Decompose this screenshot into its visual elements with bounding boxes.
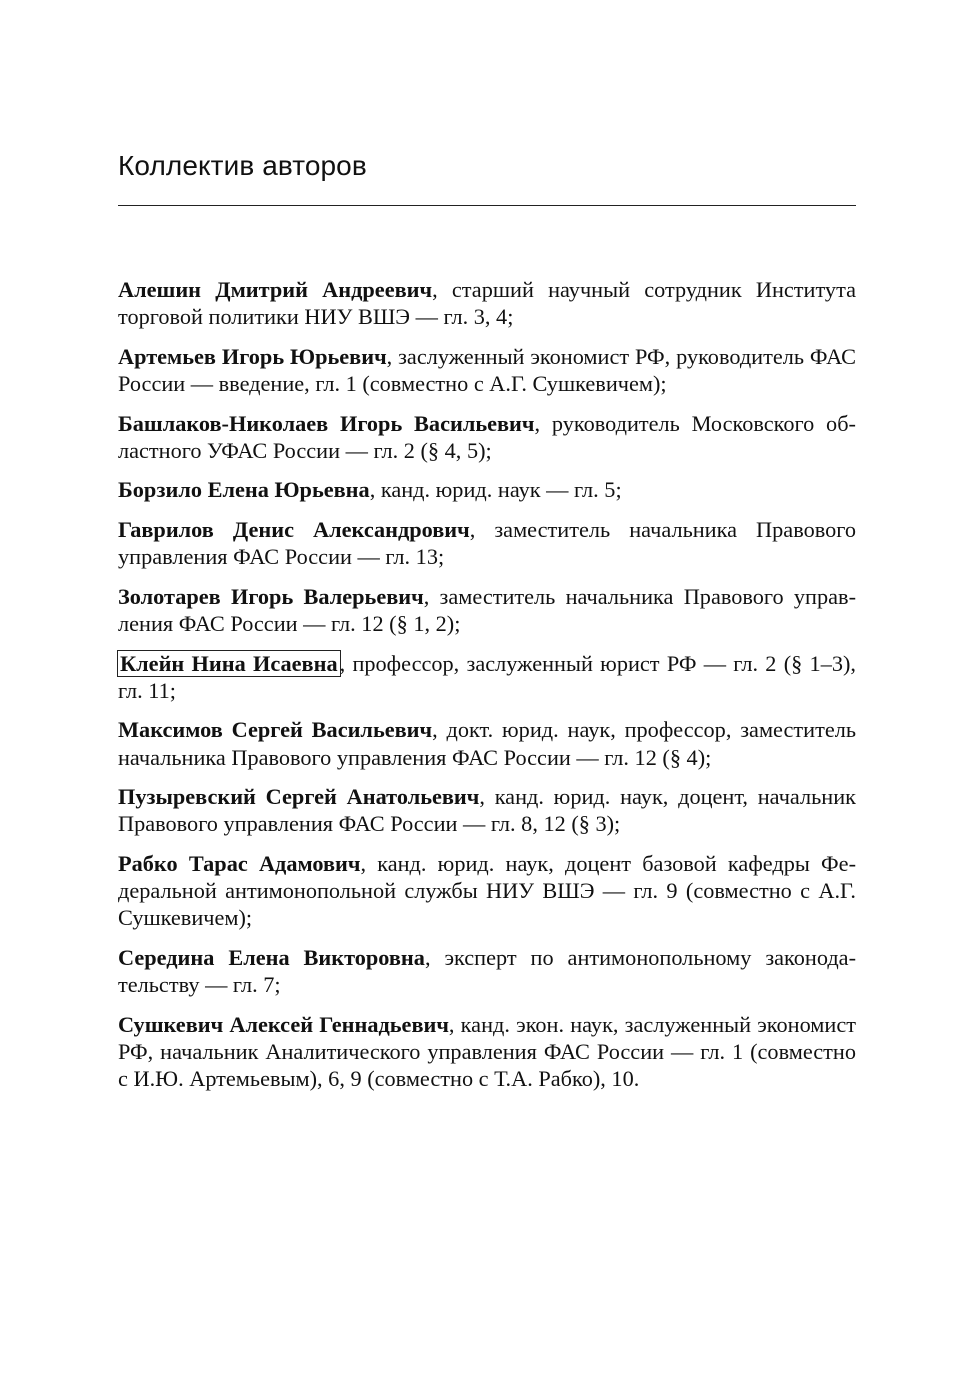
author-entry	[118, 476, 856, 503]
authors-list	[118, 276, 856, 1105]
author-entry	[118, 276, 856, 330]
author-description: , эксперт по антимонопольному законодательству — гл. 7;	[118, 944, 856, 998]
author-entry	[118, 516, 856, 570]
author-name: Пузыревский Сергей Анатольевич	[118, 784, 480, 810]
author-description: , старший научный сотрудник Института торговой политики НИУ ВШЭ — гл. 3, 4;	[118, 277, 856, 330]
author-description: , руководитель Московского областного УФАС России — гл. 2 (§ 4, 5);	[118, 410, 856, 463]
author-name-highlighted[interactable]: Клейн Нина Исаевна	[120, 650, 338, 676]
author-name: Золотарев Игорь Валерьевич	[118, 583, 424, 609]
page-title: Коллектив авторов	[118, 150, 367, 181]
author-description: , канд. юрид. наук — гл. 5;	[369, 477, 622, 503]
author-entry	[118, 1011, 856, 1093]
author-description: , заместитель начальника Правового управления ФАС России — гл. 12 (§ 1, 2);	[118, 583, 856, 636]
author-description: , канд. юрид. наук, доцент базовой кафедры Федеральной антимонопольной службы НИУ ВШЭ — гл. 9 (совместно с А.Г. Сушкевичем);	[118, 850, 857, 931]
author-entry	[118, 410, 856, 464]
author-name: Сушкевич Алексей Геннадьевич	[118, 1011, 449, 1037]
author-name: Алешин Дмитрий Андреевич	[118, 277, 433, 302]
author-name: Башлаков-Николаев Игорь Васильевич	[118, 410, 535, 436]
author-description: , докт. юрид. наук, профессор, заместитель начальника Правового управления ФАС России — гл. 12 (§ 4);	[118, 717, 857, 770]
author-description: , канд. юрид. наук, доцент, начальник Правового управления ФАС России — гл. 8, 12 (§ 3);	[118, 784, 856, 837]
author-entry	[118, 583, 856, 637]
author-name: Максимов Сергей Васильевич	[118, 717, 433, 743]
author-description: , профессор, заслуженный юрист РФ — гл. 2 (§ 1–3), гл. 11;	[118, 650, 857, 703]
author-entry	[118, 850, 856, 932]
author-description: , заслуженный экономист РФ, руководитель ФАС России — введение, гл. 1 (совместно с А.Г. Сушкевичем);	[118, 343, 856, 396]
author-entry	[118, 650, 856, 704]
author-name: Середина Елена Викторовна	[118, 944, 425, 970]
author-name: Рабко Тарас Адамович	[118, 850, 361, 876]
author-entry	[118, 716, 856, 770]
author-name: Борзило Елена Юрьевна	[118, 477, 370, 503]
author-name: Гаврилов Денис Александрович	[118, 516, 470, 542]
author-entry	[118, 944, 856, 998]
title-divider	[118, 205, 856, 206]
author-entry	[118, 783, 856, 837]
author-description: , заместитель начальника Правового управления ФАС России — гл. 13;	[118, 516, 856, 570]
author-name: Артемьев Игорь Юрьевич	[118, 343, 387, 369]
author-description: , канд. экон. наук, заслуженный экономист РФ, начальник Аналитического управления ФАС России — гл. 1 (совместно с И.Ю. Артемьевым), 6, 9 (совместно с Т.А. Рабко), 10.	[118, 1011, 856, 1092]
author-entry	[118, 343, 856, 397]
